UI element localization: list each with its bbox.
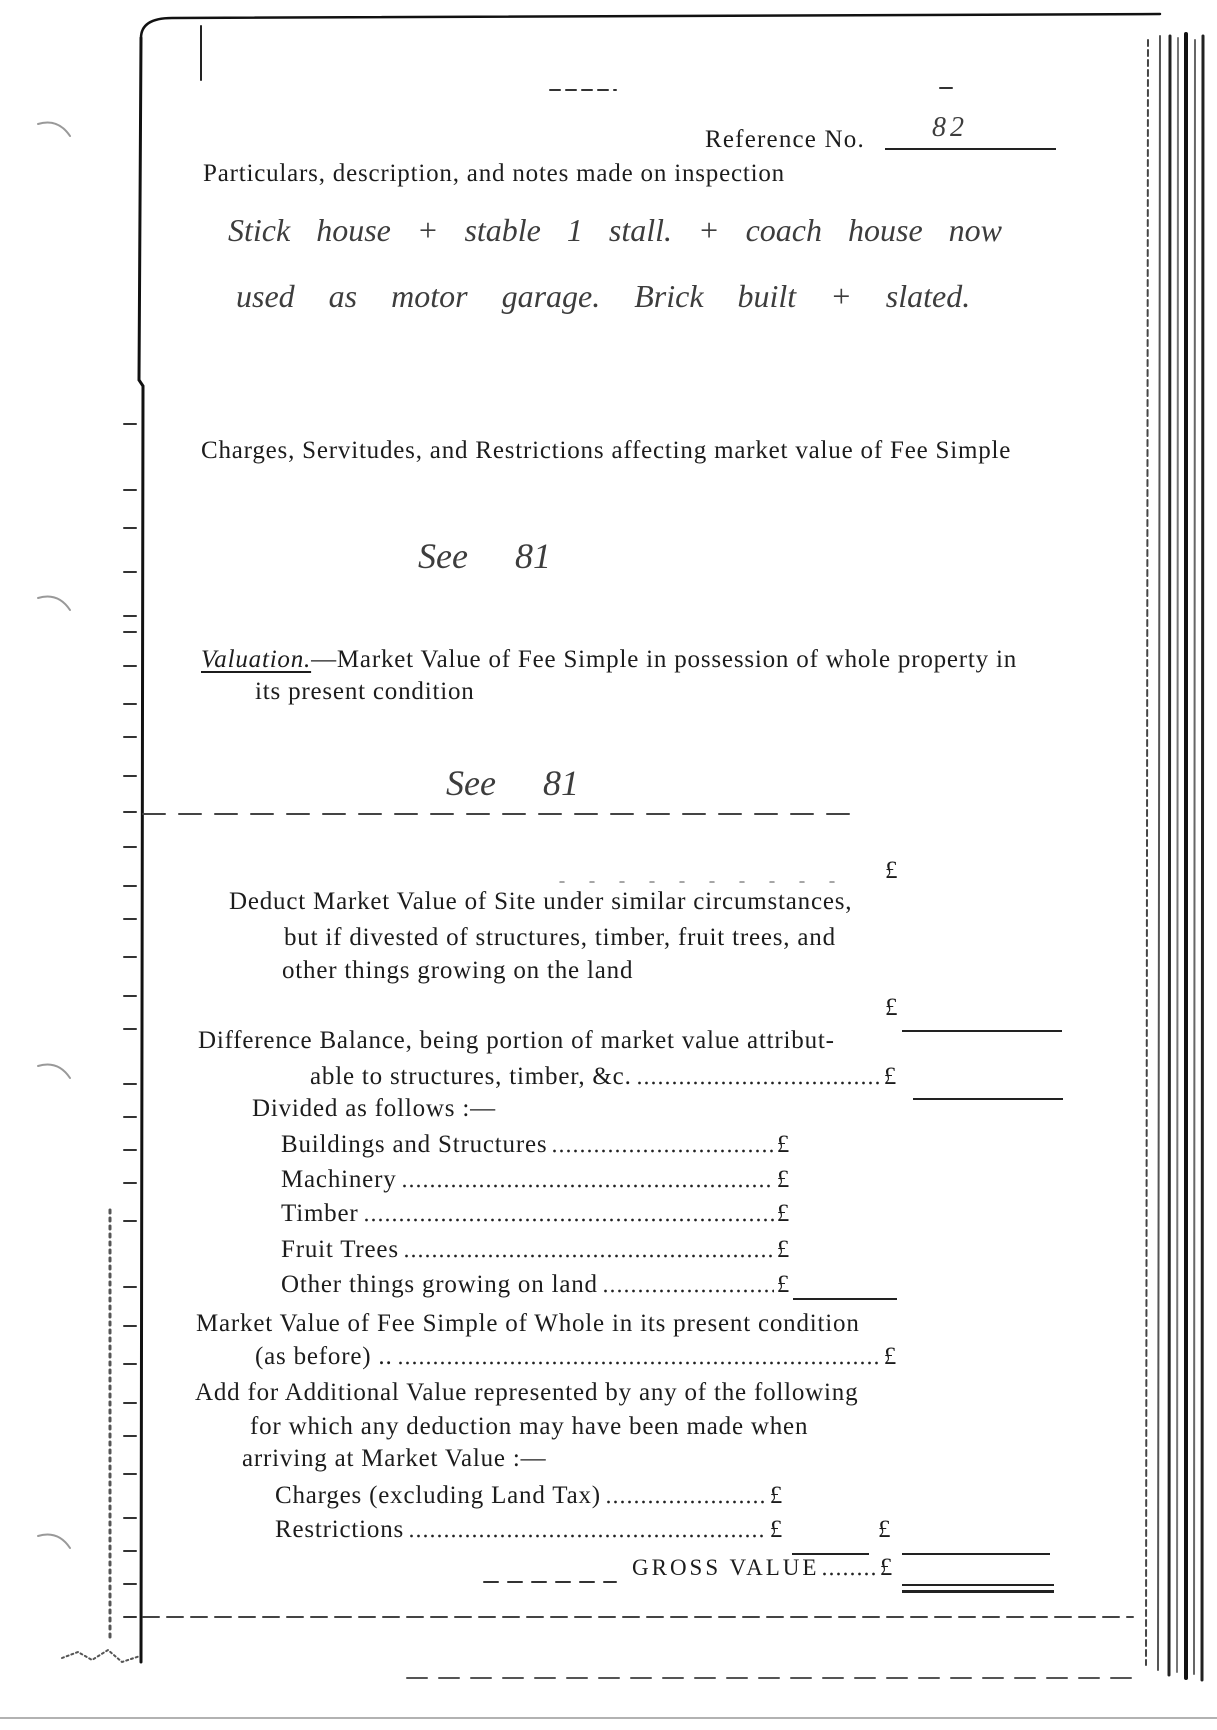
- punch-hole: [38, 597, 70, 611]
- dot-leader: [605, 1500, 767, 1504]
- punch-hole: [38, 1535, 70, 1549]
- page-stack-edge: [1169, 36, 1170, 1675]
- reference-underline: [885, 148, 1056, 150]
- divided-item-label: Buildings and Structures: [281, 1131, 548, 1158]
- divided-item-label: Fruit Trees: [281, 1236, 399, 1263]
- divided-total-line: [793, 1298, 897, 1300]
- valuation-note: See 81: [446, 763, 579, 803]
- pound-sign: £: [883, 1063, 897, 1090]
- deduct-line-3: other things growing on the land: [282, 957, 634, 984]
- punch-hole: [38, 123, 70, 137]
- pound-sign: £: [883, 1343, 897, 1370]
- pound-sign: £: [769, 1516, 783, 1543]
- pound-sign: £: [776, 1131, 790, 1158]
- dot-leader: [551, 1149, 773, 1153]
- divided-item-label: Machinery: [281, 1166, 397, 1193]
- top-border: [141, 14, 1160, 38]
- pound-sign: £: [776, 1166, 790, 1193]
- difference-label: able to structures, timber, &c.: [310, 1063, 632, 1090]
- dot-leader: [363, 1218, 774, 1222]
- deduct-amount-line: [902, 1030, 1062, 1032]
- market-value-line-1: Market Value of Fee Simple of Whole in its present condition: [196, 1310, 860, 1337]
- add-for-line-1: Add for Additional Value represented by any of the following: [195, 1379, 859, 1406]
- valuation-text: —Market Value of Fee Simple in possession of whole property in: [311, 646, 1018, 673]
- pound-sign: £: [776, 1200, 790, 1227]
- valuation-label: Valuation.: [201, 646, 312, 673]
- gross-value-label: GROSS VALUE: [632, 1555, 820, 1580]
- pound-sign: £: [776, 1236, 790, 1263]
- add-item-label: Restrictions: [275, 1516, 405, 1543]
- market-value-label: (as before) ..: [255, 1343, 393, 1370]
- divided-item-other-things: [281, 1271, 790, 1299]
- charges-note: See 81: [418, 536, 551, 576]
- pound-sign: £: [769, 1482, 783, 1509]
- pound-sign: £: [776, 1271, 790, 1298]
- divided-item-label: Timber: [281, 1200, 359, 1227]
- pound-sign: £: [885, 857, 898, 884]
- add-item-charges: [275, 1482, 783, 1510]
- particulars-note-line-1: Stick house + stable 1 stall. + coach house now: [228, 212, 1002, 248]
- pound-sign: £: [885, 994, 898, 1021]
- page-stack-edge: [1177, 38, 1178, 1672]
- charges-heading: Charges, Servitudes, and Restrictions affecting market value of Fee Simple: [201, 437, 1012, 464]
- punch-hole: [38, 1065, 70, 1079]
- dot-leader: [602, 1289, 774, 1293]
- deduct-line-1: Deduct Market Value of Site under similar circumstances,: [229, 888, 853, 915]
- particulars-note-line-2: used as motor garage. Brick built + slated.: [236, 278, 971, 314]
- dot-leader: [636, 1081, 881, 1085]
- gross-value-line-lower: [902, 1590, 1054, 1593]
- pound-sign: £: [879, 1554, 893, 1581]
- difference-amount-line: [913, 1098, 1063, 1100]
- page-stack-edge: [1202, 36, 1203, 1680]
- add-for-line-3: arriving at Market Value :—: [242, 1445, 547, 1472]
- left-border: [139, 38, 143, 1662]
- margin-ticks: [124, 424, 136, 1617]
- difference-line-1: Difference Balance, being portion of market value attribut-: [198, 1027, 835, 1054]
- divided-item-timber: [281, 1200, 790, 1228]
- dot-leader: [408, 1534, 767, 1538]
- divided-item-label: Other things growing on land: [281, 1271, 598, 1298]
- dot-leader: [821, 1572, 876, 1576]
- inner-page-edge: [1146, 40, 1148, 1665]
- dot-leader: [403, 1254, 774, 1258]
- add-item-label: Charges (excluding Land Tax): [275, 1482, 601, 1509]
- reference-value: 82: [932, 112, 968, 143]
- add-item-restrictions: [275, 1516, 783, 1544]
- valuation-line-1: [201, 646, 1017, 674]
- divided-heading: Divided as follows :—: [252, 1095, 496, 1122]
- gross-value-line-upper: [902, 1584, 1054, 1586]
- valuation-line-2: its present condition: [255, 678, 475, 705]
- bottom-left-smudge: [62, 1650, 140, 1662]
- particulars-heading: Particulars, description, and notes made on inspection: [203, 160, 785, 187]
- market-value-line-2: [255, 1343, 897, 1371]
- divided-item-machinery: [281, 1166, 790, 1194]
- divided-item-buildings: [281, 1131, 790, 1159]
- difference-line-2: [310, 1063, 897, 1091]
- gross-value-row: [632, 1554, 893, 1582]
- pound-sign: £: [878, 1516, 891, 1543]
- page-stack-edge: [1158, 36, 1160, 1670]
- reference-label: Reference No.: [705, 126, 865, 153]
- deduct-line-2: but if divested of structures, timber, fruit trees, and: [284, 924, 836, 951]
- add-for-line-2: for which any deduction may have been made when: [250, 1413, 809, 1440]
- dot-leader: [401, 1184, 774, 1188]
- dot-leader: [397, 1361, 881, 1365]
- page-stack-edge: [1194, 40, 1195, 1674]
- divided-item-fruit-trees: [281, 1236, 790, 1264]
- add-amount-line: [902, 1553, 1050, 1555]
